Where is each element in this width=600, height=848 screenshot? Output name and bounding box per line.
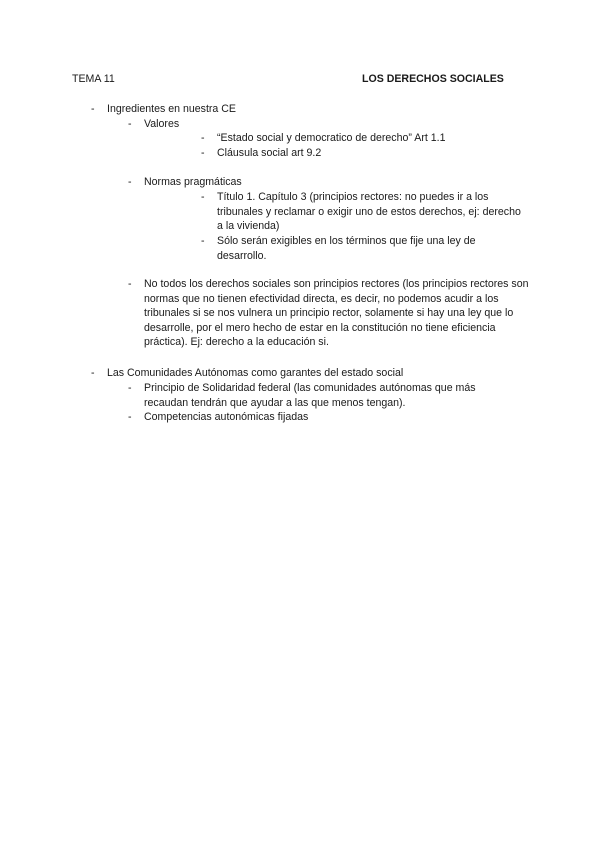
bullet-dash: - [128, 411, 132, 423]
list-item-estado-social: “Estado social y democratico de derecho” Art 1.1 [217, 132, 446, 144]
list-item-normas-pragmaticas: Normas pragmáticas [144, 176, 242, 188]
bullet-dash: - [128, 118, 132, 130]
bullet-dash: - [128, 278, 132, 290]
list-item-solo-exigibles: Sólo serán exigibles en los términos que fije una ley de desarrollo. [217, 235, 476, 262]
bullet-dash: - [201, 235, 205, 247]
bullet-dash: - [201, 132, 205, 144]
list-item-competencias: Competencias autonómicas fijadas [144, 411, 309, 423]
list-item-valores: Valores [144, 118, 180, 130]
bullet-dash: - [201, 147, 205, 159]
document-title: LOS DERECHOS SOCIALES [362, 73, 504, 85]
bullet-dash: - [128, 382, 132, 394]
list-item-principio-solidaridad: Principio de Solidaridad federal (las comunidades autónomas que más recaudan tendrán que ayudar a las que menos tengan). [144, 382, 476, 409]
bullet-dash: - [91, 103, 95, 115]
bullet-dash: - [91, 367, 95, 379]
list-item-comunidades-autonomas: Las Comunidades Autónomas como garantes del estado social [107, 367, 404, 379]
list-item-titulo-1: Título 1. Capítulo 3 (principios rectores: no puedes ir a los tribunales y reclamar o exigir uno de estos derechos, ej: derecho a la vivienda) [217, 191, 521, 233]
bullet-dash: - [128, 176, 132, 188]
bullet-dash: - [201, 191, 205, 203]
list-item-no-todos-derechos: No todos los derechos sociales son principios rectores (los principios rectores son normas que no tienen efectividad directa, es decir, no podemos acudir a los tribunales si se nos vulnera un principio rector, solamente si hay una ley que lo desarrolle, por el mero hecho de estar en la constitución no tiene eficiencia práctica). Ej: derecho a la educación si. [144, 278, 529, 349]
list-item-ingredientes: Ingredientes en nuestra CE [107, 103, 236, 115]
topic-number: TEMA 11 [72, 73, 115, 85]
list-item-clausula-social: Cláusula social art 9.2 [217, 147, 322, 159]
